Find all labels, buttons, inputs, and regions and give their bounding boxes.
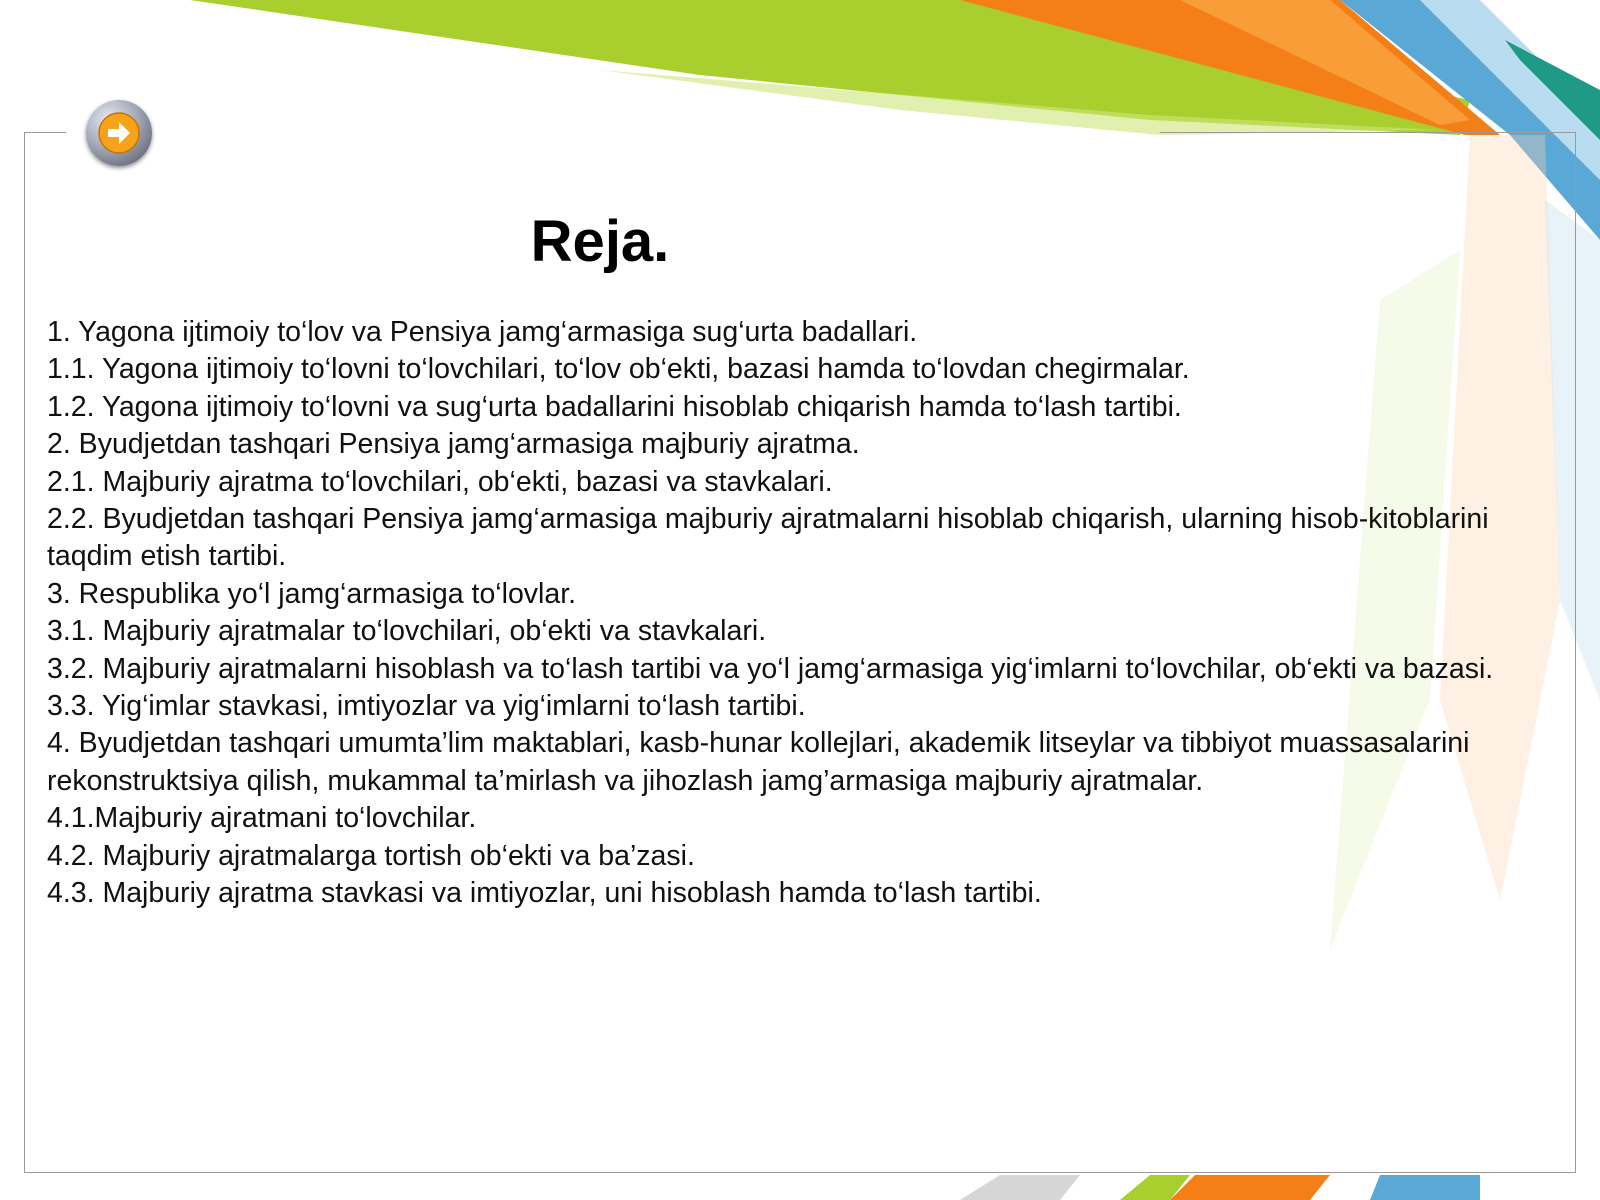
- plan-item: 4.2. Majburiy ajratmalarga tortish ob‘ekti va ba’zasi.: [47, 839, 695, 872]
- plan-item: 2. Byudjetdan tashqari Pensiya jamg‘armasiga majburiy ajratma.: [47, 428, 860, 461]
- plan-item: 1. Yagona ijtimoiy to‘lov va Pensiya jamg‘armasiga sug‘urta badallari.: [47, 316, 918, 348]
- plan-list: [47, 314, 1507, 913]
- plan-item: 4.1.Majburiy ajratmani to‘lovchilar.: [47, 802, 477, 835]
- bottom-orange-stripe: [1170, 1175, 1330, 1200]
- plan-item: 4. Byudjetdan tashqari umumta’lim maktablari, kasb-hunar kollejlari, akademik litseylar va tibbiyot muassasalarini rekonstruktsiya qilish, mukammal ta’mirlash va jihozlash jamg’armasiga majburiy ajratmalar.: [47, 727, 1470, 797]
- plan-item: 2.1. Majburiy ajratma to‘lovchilari, ob‘ekti, bazasi va stavkalari.: [47, 465, 833, 498]
- plan-item: 3.1. Majburiy ajratmalar to‘lovchilari, ob‘ekti va stavkalari.: [47, 615, 767, 648]
- slide-title: Reja.: [530, 209, 670, 274]
- plan-item: 4.3. Majburiy ajratma stavkasi va imtiyozlar, uni hisoblash hamda to‘lash tartibi.: [47, 877, 1042, 910]
- bottom-grey-stripe: [960, 1175, 1080, 1200]
- arrow-right-icon: [86, 100, 152, 166]
- plan-item: 3.3. Yig‘imlar stavkasi, imtiyozlar va yig‘imlarni to‘lash tartibi.: [47, 690, 806, 723]
- plan-item: 2.2. Byudjetdan tashqari Pensiya jamg‘armasiga majburiy ajratmalarni hisoblab chiqarish, ularning hisob-kitoblarini taqdim etish tartibi.: [47, 503, 1489, 573]
- next-slide-button[interactable]: [86, 100, 152, 166]
- bottom-blue-stripe: [1370, 1175, 1480, 1200]
- plan-item: 3. Respublika yo‘l jamg‘armasiga to‘lovlar.: [47, 577, 577, 610]
- plan-item: 1.1. Yagona ijtimoiy to‘lovni to‘lovchilari, to‘lov ob‘ekti, bazasi hamda to‘lovdan chegirmalar.: [47, 353, 1190, 386]
- plan-item: 1.2. Yagona ijtimoiy to‘lovni va sug‘urta badallarini hisoblab chiqarish hamda to‘lash tartibi.: [47, 390, 1182, 423]
- plan-item: 3.2. Majburiy ajratmalarni hisoblash va to‘lash tartibi va yo‘l jamg‘armasiga yig‘imlarni to‘lovchilar, ob‘ekti va bazasi.: [47, 652, 1494, 685]
- frame-top-right-edge: [1160, 132, 1575, 133]
- frame-top-left-edge: [24, 132, 66, 133]
